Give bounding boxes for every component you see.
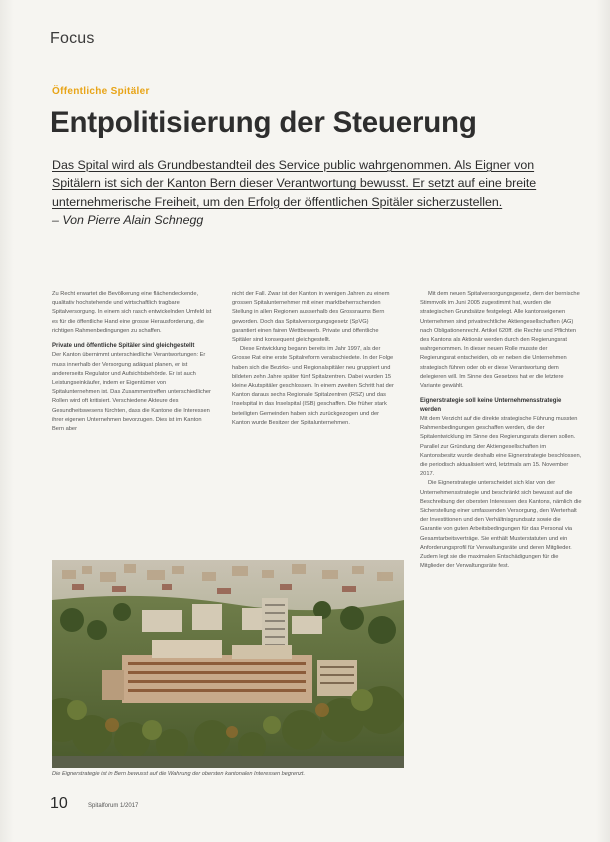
article-author: – Von Pierre Alain Schnegg [52, 212, 204, 227]
body-paragraph: Mit dem neuen Spitalversorgungsgesetz, dem der bernische Stimmvolk im Juni 2005 zugestimmt hat, wurden die strategischen Grundsätze festgelegt. Alle kantonseigenen Unternehmen sind privatrechtliche Aktiengesellschaften (AG) nach Obligationenrecht. Artikel 620ff. die Rechte und Pflichten des Kantons als Aktionär werden durch den Regierungsrat wahrgenommen. In dieser neuen Rolle musste der Regierungsrat entscheiden, ob er neben die Unternehmen strategisch führen oder ob er diese Verantwortung dem delegieren will. Im Sinne des Gesetzes hat er die letztere Variante gewählt. [420, 291, 580, 390]
article-title: Entpolitisierung der Steuerung [50, 106, 477, 139]
body-paragraph: Mit dem Verzicht auf die direkte strategische Führung mussten Rahmenbedingungen geschaffen werden, die der Spitalentwicklung im Sinne des Regierungsrats dienen sollen. Parallel zur Gründung der Aktiengesellschaften im Kantonsbesitz wurde deshalb eine Eignerstrategie beschlossen, die periodisch aktualisiert wird, letztmals am 15. November 2017. [420, 416, 582, 478]
body-paragraph: Zu Recht erwartet die Bevölkerung eine flächendeckende, qualitativ hochstehende und wirtschaftlich tragbare Spitalversorgung. In einem sich rasch entwickelnden Umfeld ist es für die öffentliche Hand eine grosse Herausforderung, die richtigen Rahmenbedingungen zu schaffen. [52, 291, 212, 334]
article-kicker: Öffentliche Spitäler [52, 86, 150, 97]
section-label: Focus [50, 30, 95, 47]
body-column-1 [52, 290, 214, 434]
body-paragraph: nicht der Fall. Zwar ist der Kanton in wenigen Jahren zu einem grossen Spitalunternehmer mit einer marktbeherrschenden Stellung in allen Regionen ausserhalb des Grossraums Bern geworden. Doch das Spitalversorgungsgesetz (SpVG) garantiert einen fairen Wettbewerb. Private und öffentliche Spitäler sind konsequent gleichgestellt. [232, 291, 390, 344]
subheading: Private und öffentliche Spitäler sind gleichgestellt [52, 343, 195, 350]
page-number: 10 [50, 795, 68, 812]
subheading: Eignerstrategie soll keine Unternehmensstrategie werden [420, 398, 562, 413]
lead-line: unternehmerische Freiheit, um den Erfolg der öffentlichen Spitäler sicherzustellen. [52, 194, 503, 209]
body-paragraph: Diese Entwicklung begann bereits im Jahr 1997, als der Grosse Rat eine erste Spitalreform verabschiedete. In der Folge haben sich die Bezirks- und Regionalspitäler neu gruppiert und bildeten zehn Jahre später fünf Spitalzentren. Dabei wurden 15 kleine Akutspitäler geschlossen. In einem zweiten Schritt hat der Kanton daraus sechs Regionale Spitalzentren (RSZ) und das Inselspital in das Inselspital (ISB) geschaffen. Die früher stark beteiligten Gemeinden haben sich zurückgezogen und der Kanton wurde Besitzer der Spitalunternehmen. [232, 346, 394, 426]
body-column-3 [420, 290, 582, 572]
body-column-2 [232, 290, 394, 428]
hospital-photo [52, 560, 404, 768]
body-paragraph: Der Kanton übernimmt unterschiedliche Verantwortungen: Er muss innerhalb der Versorgung adäquat planen, er ist andererseits Regulator und Aufsichtsbehörde. Er ist auch Leistungseinkäufer, indem er Eigentümer von Spitalunternehmen ist. Das Zusammentreffen unterschiedlicher Rollen wird oft kritisiert. Verschiedene Akteure des Gesundheitswesens fürchten, dass die Kantone die Interessen ihrer eigenen Unternehmen bevorzugen. Dies ist im Kanton Bern aber [52, 352, 211, 433]
article-lead [52, 156, 572, 229]
publication-name: Spitalforum 1/2017 [88, 803, 139, 809]
lead-line: Das Spital wird als Grundbestandteil des Service public wahrgenommen. Als Eigner von [52, 158, 535, 172]
body-paragraph: Die Eignerstrategie unterscheidet sich klar von der Unternehmensstrategie und beschränkt sich bewusst auf die Beschreibung der obersten Interessen des Kantons, nämlich die Sicherstellung einer umfassenden Versorgung, den Werterhalt der Investitionen und den Verhältnisgrundsatz sowie die Garantie von guten Arbeitsbedingungen für das Personal via Gesamtarbeitsverträge. Sie enthält Musterstatuten und ein Anforderungsprofil für Verwaltungsräte und deren Mitglieder. Zudem legt sie die maximalen Entschädigungen für die Mitglieder der Verwaltungsräte fest. [420, 480, 582, 570]
photo-caption: Die Eignerstrategie ist in Bern bewusst auf die Wahrung der obersten kantonalen Interessen begrenzt. [52, 771, 306, 777]
lead-line: Spitälern ist sich der Kanton Bern dieser Verantwortung bewusst. Er setzt auf eine breite [52, 176, 537, 191]
